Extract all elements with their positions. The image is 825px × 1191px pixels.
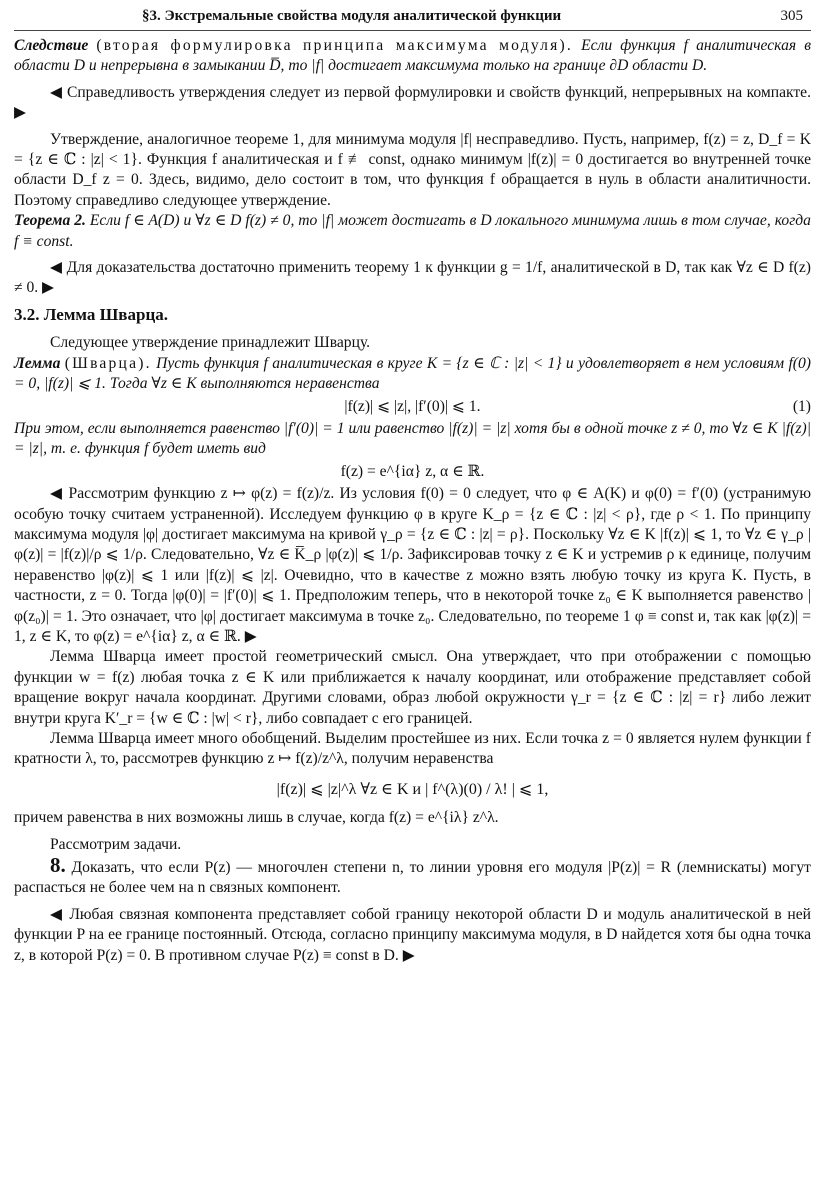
section-heading: 3.2. Лемма Шварца.: [14, 304, 168, 324]
problem-8: [14, 855, 811, 899]
generalization: Лемма Шварца имеет много обобщений. Выделим простейшее из них. Если точка z = 0 является нулем функции f кратности λ, то, рассмотрев функцию z ↦ f(z)/z^λ, получим неравенства: [14, 730, 811, 768]
corollary-statement: Если функция f аналитическая в области D и непрерывна в замыкании D̅, то |f| достигает максимума только на границе ∂D области D.: [14, 37, 811, 75]
corollary-label: Следствие: [14, 37, 89, 54]
corollary-proof: ◀ Справедливость утверждения следует из первой формулировки и свойств функций, непрерывных на компакте. ▶: [14, 83, 811, 122]
lemma: [14, 354, 811, 395]
running-header: [0, 6, 825, 28]
lemma-label: Лемма: [14, 354, 61, 372]
equation-1: [14, 397, 811, 417]
page-body: [14, 36, 811, 966]
paragraph-minimum: Утверждение, аналогичное теореме 1, для минимума модуля |f| несправедливо. Пусть, например, f(z) = z, D_f = K = {z ∈ ℂ : |z| < 1}. Функция f аналитическая и f ≢ const, однако минимум |f(z)| = 0 достигается во внутренней точке области D_f z = 0. Здесь, видимо, дело состоит в том, что функция f обращается в нуль в области аналитичности. Поэтому справедливо следующее утверждение.: [14, 130, 811, 209]
problem-8-solution: ◀ Любая связная компонента представляет собой границу некоторой области D и модуль аналитической в ней функции P на ее границе постоянный. Отсюда, согласно принципу максимума модуля, в D найдется хотя бы одна точка z, в которой P(z) = 0. В противном случае P(z) ≡ const в D. ▶: [14, 905, 811, 964]
header-title: §3. Экстремальные свойства модуля аналитической функции: [142, 8, 562, 24]
lemma-author: (Шварца).: [64, 354, 152, 372]
lemma-statement: Пусть функция f аналитическая в круге K = {z ∈ ℂ : |z| < 1} и удовлетворяет в нем условиям f(0) = 0, |f(z)| ⩽ 1. Тогда ∀z ∈ K выполняются неравенства: [14, 354, 811, 393]
corollary: [14, 36, 811, 77]
equation-2: f(z) = e^{iα} z, α ∈ ℝ.: [340, 462, 485, 480]
header-rule: [14, 30, 811, 31]
lemma-continuation: При этом, если выполняется равенство |f′(0)| = 1 или равенство |f(z)| = |z| хотя бы в одной точке z ≠ 0, то ∀z ∈ K |f(z)| = |z|, т. е. функция f будет иметь вид: [14, 419, 811, 458]
equality-case: причем равенства в них возможны лишь в случае, когда f(z) = e^{iλ} z^λ.: [14, 809, 499, 827]
equation-1-body: |f(z)| ⩽ |z|, |f′(0)| ⩽ 1.: [344, 397, 481, 415]
problem-8-number: 8.: [50, 853, 66, 878]
section-intro: Следующее утверждение принадлежит Шварцу.: [50, 334, 371, 352]
problems-intro: Рассмотрим задачи.: [50, 835, 182, 853]
corollary-parenthetical: (вторая формулировка принципа максимума модуля).: [96, 37, 573, 54]
page-number: 305: [780, 8, 803, 24]
theorem-2-statement: Если f ∈ A(D) и ∀z ∈ D f(z) ≠ 0, то |f| может достигать в D локального минимума лишь в том случае, когда f ≡ const.: [14, 212, 811, 250]
theorem-2-label: Теорема 2.: [14, 212, 86, 230]
lemma-proof: ◀ Рассмотрим функцию z ↦ φ(z) = f(z)/z. Из условия f(0) = 0 следует, что φ ∈ A(K) и φ(0) = f′(0) (устранимую особую точку считаем устраненной). Исследуем функцию φ в круге K_ρ = {z ∈ ℂ : |z| < ρ}, где ρ < 1. По принципу максимума модуля |φ| достигает максимума на кривой γ_ρ = {z ∈ ℂ : |z| = ρ}. Поскольку ∀z ∈ K |f(z)| ⩽ 1, то ∀z ∈ γ_ρ |φ(z)| = |f(z)|/ρ ⩽ 1/ρ. Следовательно, ∀z ∈ K̅_ρ |φ(z)| ⩽ 1/ρ. Зафиксировав точку z ∈ K и устремив ρ к единице, получим неравенство |φ(z)| ⩽ 1 или |f(z)| ⩽ |z|. Очевидно, что в качестве z можно взять любую точку из круга K. Пусть, в частности, z = 0. Тогда |φ(0)| = |f′(0)| ⩽ 1. Предположим теперь, что в некоторой точке z₀ ∈ K выполняется равенство |φ(z₀)| = 1. Это означает, что |φ| достигает максимума в точке z₀. Следовательно, по теореме 1 φ ≡ const и, так как |φ(z)| = 1, z ∈ K, то φ(z) = e^{iα} z, α ∈ ℝ. ▶: [14, 485, 811, 645]
equation-1-number: (1): [792, 397, 811, 415]
theorem-2: [14, 211, 811, 252]
problem-8-text: Доказать, что если P(z) — многочлен степени n, то линии уровня его модуля |P(z)| = R (лемнискаты) могут распасться не более чем на n связных компонент.: [14, 859, 811, 897]
equation-3: |f(z)| ⩽ |z|^λ ∀z ∈ K и | f^(λ)(0) / λ! | ⩽ 1,: [276, 780, 549, 798]
theorem-2-proof: ◀ Для доказательства достаточно применить теорему 1 к функции g = 1/f, аналитической в D, так как ∀z ∈ D f(z) ≠ 0. ▶: [14, 259, 811, 297]
geometric-meaning: Лемма Шварца имеет простой геометрический смысл. Она утверждает, что при отображении с помощью функции w = f(z) любая точка z ∈ K или приближается к началу координат, или отображение представляет собой вращение вокруг начала координат. Другими словами, образ любой окружности γ_r = {z ∈ ℂ : |z| = r} либо лежит внутри круга K′_r = {w ∈ ℂ : |w| < r}, либо совпадает с его границей.: [14, 648, 811, 727]
